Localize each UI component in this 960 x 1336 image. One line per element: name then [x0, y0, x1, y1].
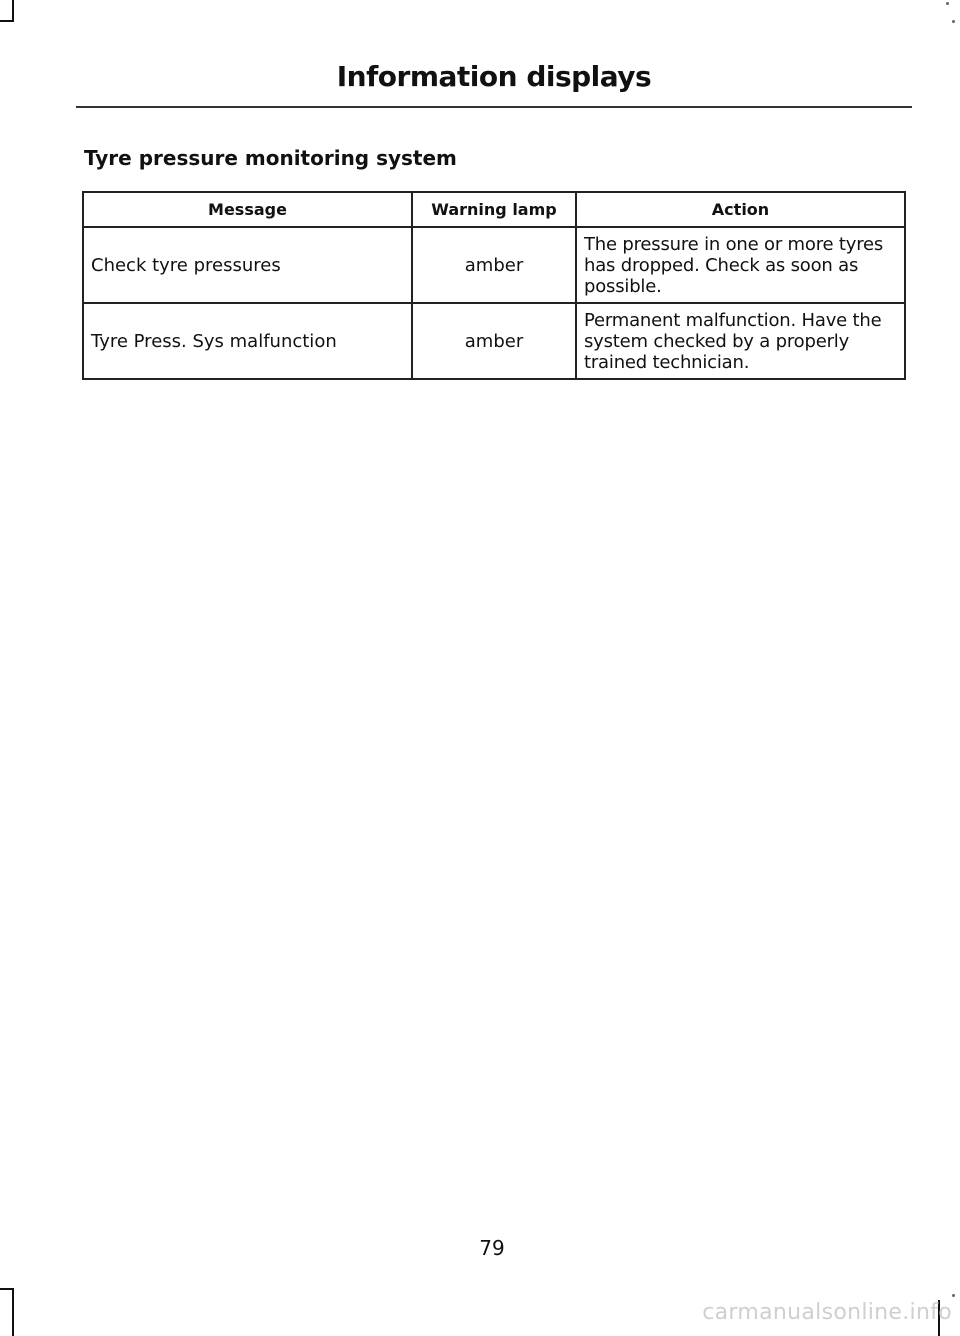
message-cell: Tyre Press. Sys malfunction	[83, 303, 412, 379]
watermark-text: carmanualsonline.info	[702, 1300, 952, 1325]
tyre-pressure-messages-table	[82, 191, 906, 380]
table-row	[83, 303, 905, 379]
action-cell: The pressure in one or more tyres has dropped. Check as soon as possible.	[576, 227, 905, 303]
table-row	[83, 227, 905, 303]
column-header-warning-lamp: Warning lamp	[412, 192, 576, 227]
table-header-row	[83, 192, 905, 227]
page-number: 79	[479, 1236, 505, 1260]
page-title: Information displays	[336, 60, 652, 93]
registration-dot	[952, 1294, 955, 1297]
column-header-message: Message	[83, 192, 412, 227]
message-cell: Check tyre pressures	[83, 227, 412, 303]
column-header-action: Action	[576, 192, 905, 227]
registration-dot	[952, 20, 955, 23]
crop-mark-top-left-horizontal	[0, 20, 14, 22]
section-heading: Tyre pressure monitoring system	[84, 146, 457, 170]
action-cell: Permanent malfunction. Have the system checked by a properly trained technician.	[576, 303, 905, 379]
crop-mark-bottom-left-horizontal	[0, 1288, 14, 1290]
header-rule	[76, 106, 912, 108]
registration-dot	[946, 2, 949, 5]
warning-lamp-cell: amber	[412, 227, 576, 303]
warning-lamp-cell: amber	[412, 303, 576, 379]
crop-mark-bottom-left-vertical	[12, 1290, 14, 1336]
crop-mark-top-left-vertical	[12, 0, 14, 22]
